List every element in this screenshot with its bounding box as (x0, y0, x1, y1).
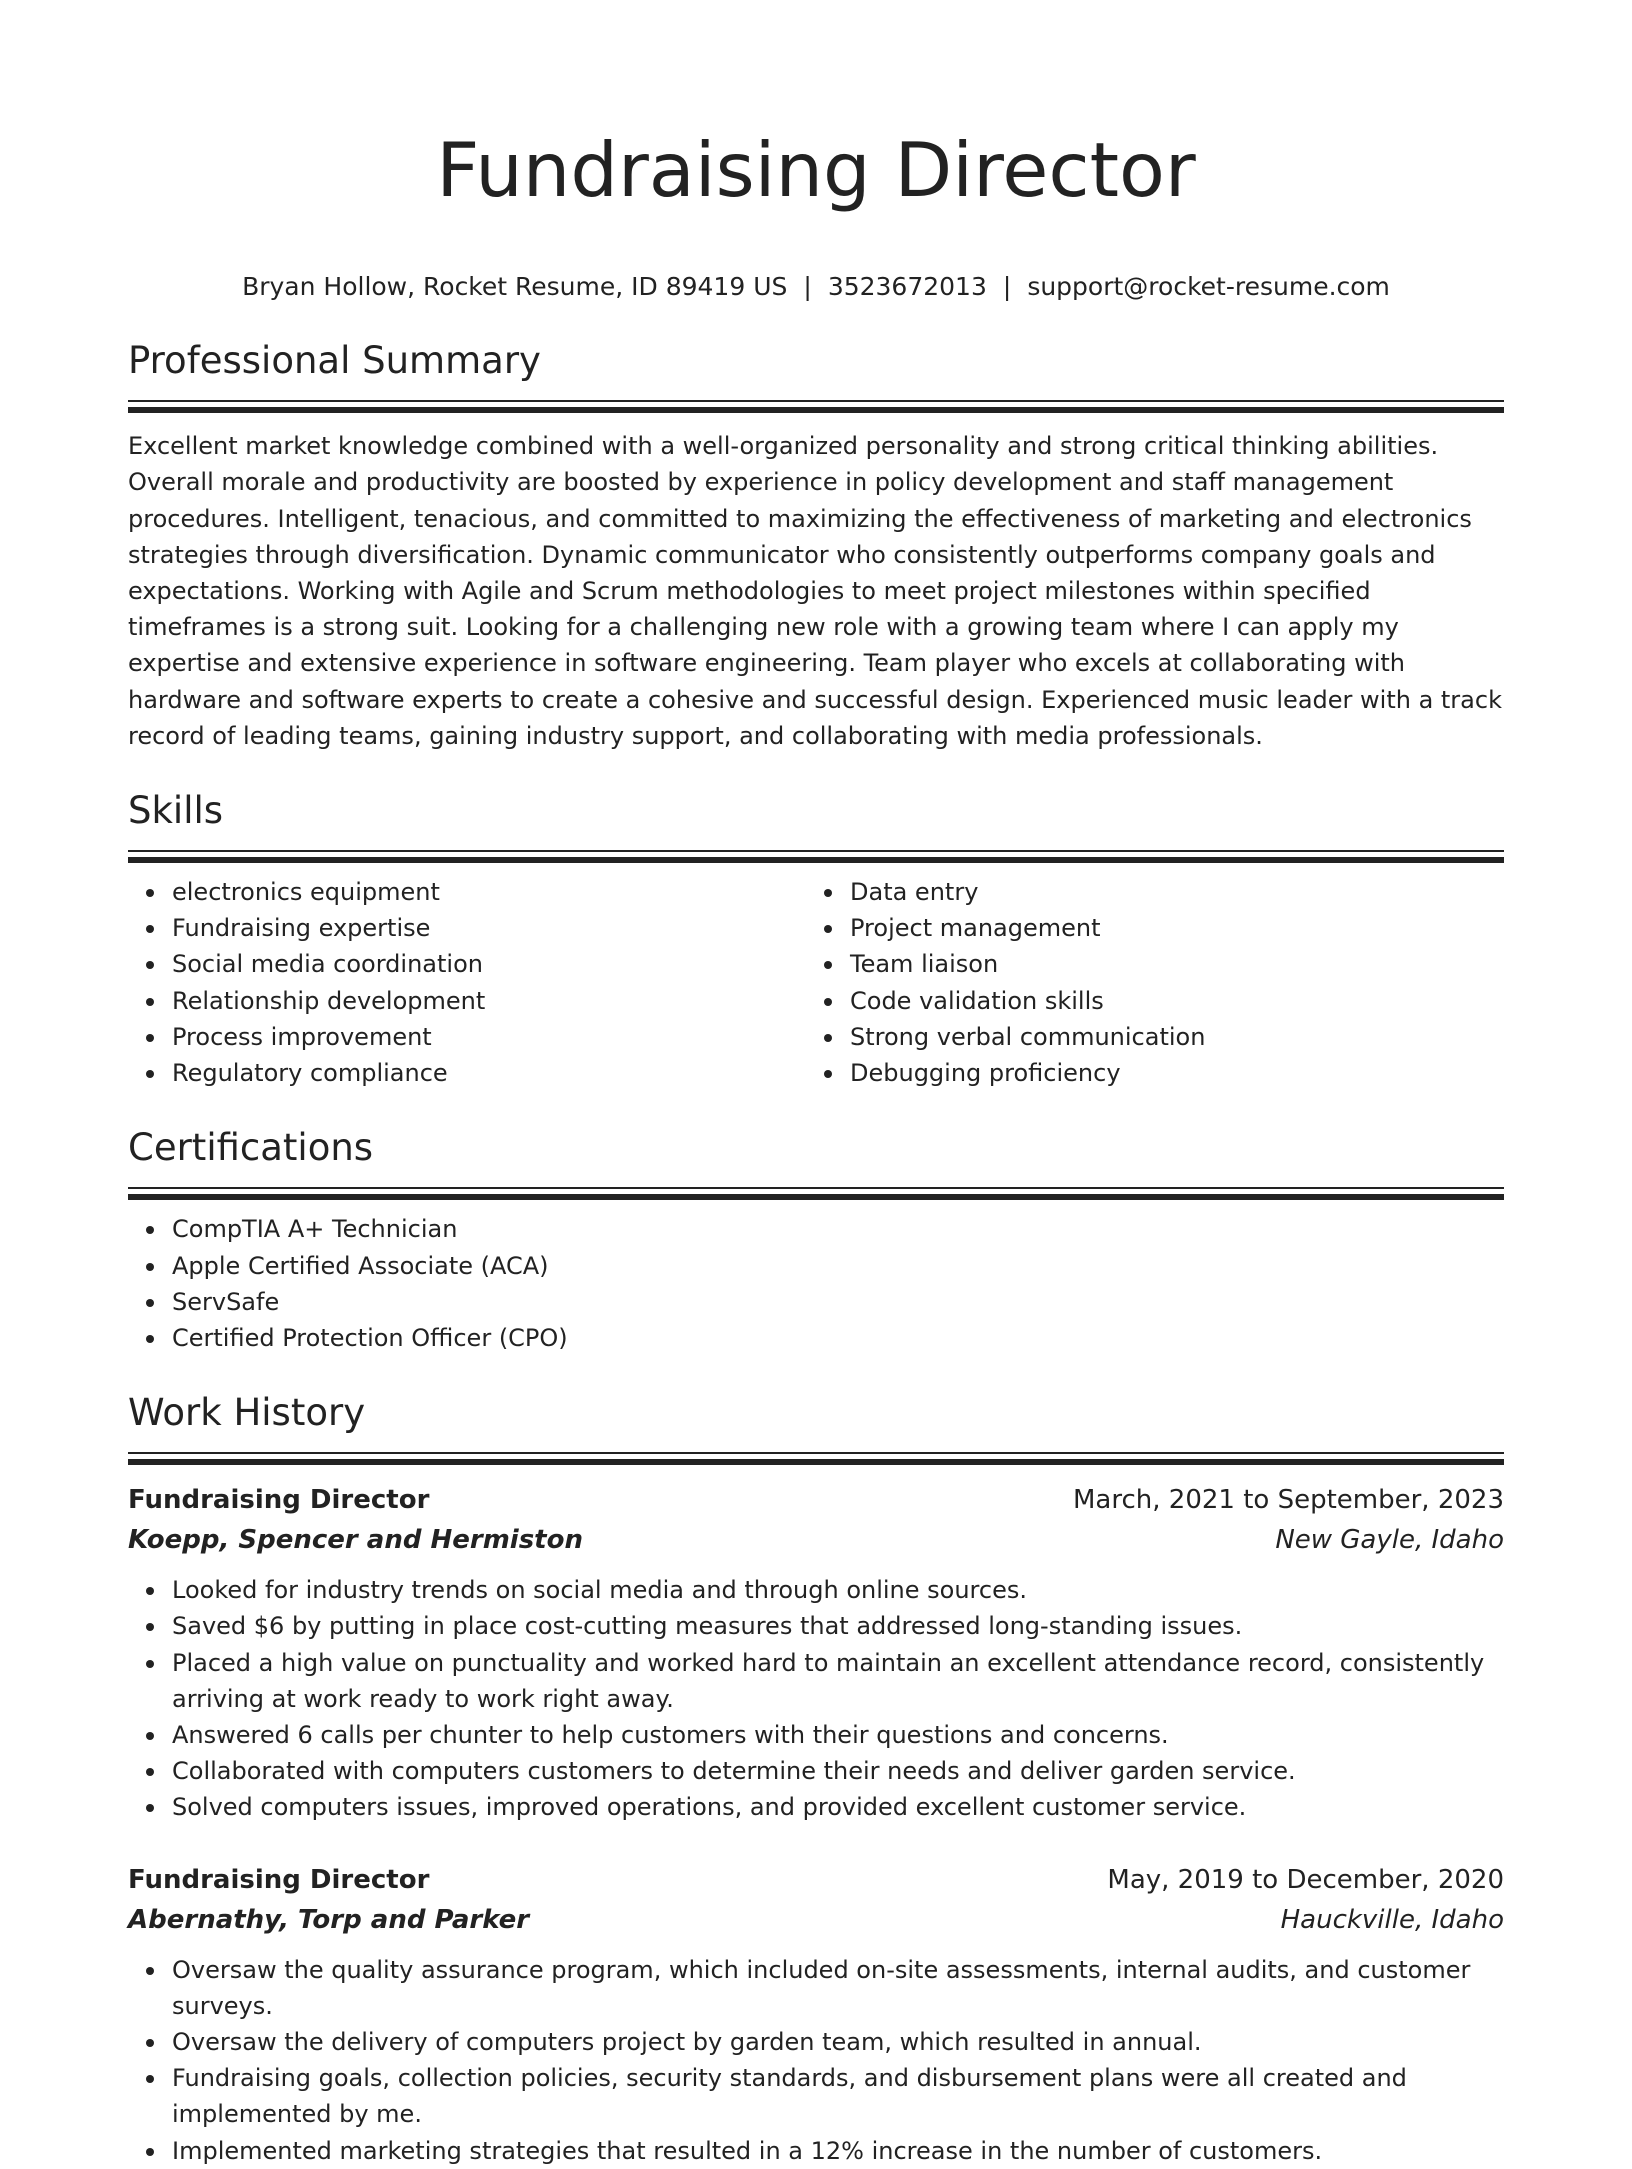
contact-email: support@rocket-resume.com (1027, 272, 1390, 302)
skill-item: electronics equipment (172, 874, 806, 910)
section-divider (128, 400, 1504, 414)
job-entry (128, 1480, 1504, 1825)
job-duty-item: Oversaw the delivery of computers project by garden team, which resulted in annual. (172, 2024, 1504, 2060)
certification-item: Certified Protection Officer (CPO) (172, 1320, 1504, 1356)
job-duties-list (128, 1572, 1504, 1825)
job-location: Hauckville, Idaho (1280, 1904, 1504, 1935)
skill-item: Relationship development (172, 983, 806, 1019)
job-header-row (128, 1860, 1504, 1900)
skill-item: Fundraising expertise (172, 910, 806, 946)
job-company: Abernathy, Torp and Parker (128, 1904, 530, 1935)
resume-page (128, 0, 1504, 2169)
job-location: New Gayle, Idaho (1275, 1525, 1504, 1556)
skill-item: Team liaison (850, 946, 1528, 982)
job-entry (128, 1860, 1504, 2169)
skill-item: Data entry (850, 874, 1528, 910)
job-duty-item: Answered 6 calls per chunter to help customers with their questions and concerns. (172, 1717, 1504, 1753)
section-heading-summary: Professional Summary (128, 339, 541, 383)
skill-item: Social media coordination (172, 946, 806, 982)
resume-title: Fundraising Director (436, 126, 1196, 214)
job-duty-item: Implemented marketing strategies that resulted in a 12% increase in the number of customers. (172, 2133, 1504, 2169)
skill-item: Strong verbal communication (850, 1019, 1528, 1055)
skills-list-right (806, 874, 1528, 1091)
summary-section (128, 338, 1504, 754)
job-duty-item: Placed a high value on punctuality and worked hard to maintain an excellent attendance record, consistently arriving at work ready to work right away. (172, 1645, 1504, 1717)
contact-separator: | (1002, 272, 1012, 302)
job-company-row (128, 1520, 1504, 1560)
skills-list-left (128, 874, 806, 1091)
skill-item: Debugging proficiency (850, 1055, 1528, 1091)
job-dates: March, 2021 to September, 2023 (1073, 1485, 1504, 1516)
skill-item: Code validation skills (850, 983, 1528, 1019)
skill-item: Project management (850, 910, 1528, 946)
section-heading-work-history: Work History (128, 1391, 366, 1435)
job-company-row (128, 1900, 1504, 1940)
job-duty-item: Solved computers issues, improved operations, and provided excellent customer service. (172, 1789, 1504, 1825)
certification-item: CompTIA A+ Technician (172, 1211, 1504, 1247)
job-company: Koepp, Spencer and Hermiston (128, 1525, 583, 1556)
section-heading-skills: Skills (128, 789, 224, 833)
contact-separator: | (803, 272, 812, 302)
job-dates: May, 2019 to December, 2020 (1107, 1864, 1504, 1895)
section-heading-certifications: Certifications (128, 1126, 374, 1170)
skills-grid (128, 874, 1504, 1091)
job-duty-item: Oversaw the quality assurance program, which included on-site assessments, internal audits, and customer surveys. (172, 1952, 1504, 2024)
section-divider (128, 1187, 1504, 1201)
certifications-section (128, 1125, 1504, 1356)
skill-item: Regulatory compliance (172, 1055, 806, 1091)
summary-text: Excellent market knowledge combined with a well-organized personality and strong critical thinking abilities. Overall morale and productivity are boosted by experience in policy development and staff management procedures. Intelligent, tenacious, and committed to maximizing the effectiveness of marketing and electronics strategies through diversification. Dynamic communicator who consistently outperforms company goals and expectations. Working with Agile and Scrum methodologies to meet project milestones within specified timeframes is a strong suit. Looking for a challenging new role with a growing team where I can apply my expertise and extensive experience in software engineering. Team player who excels at collaborating with hardware and software experts to create a cohesive and successful design. Experienced music leader with a track record of leading teams, gaining industry support, and collaborating with media professionals. (128, 432, 1502, 750)
work-history-section (128, 1390, 1504, 2169)
job-duties-list (128, 1952, 1504, 2169)
certification-item: ServSafe (172, 1284, 1504, 1320)
job-duty-item: Fundraising goals, collection policies, security standards, and disbursement plans were all created and implemented by me. (172, 2060, 1504, 2132)
job-duty-item: Saved $6 by putting in place cost-cutting measures that addressed long-standing issues. (172, 1608, 1504, 1644)
job-title: Fundraising Director (128, 1485, 430, 1516)
skills-section (128, 788, 1504, 1091)
contact-address: Bryan Hollow, Rocket Resume, ID 89419 US (242, 272, 788, 302)
job-title: Fundraising Director (128, 1864, 430, 1895)
section-divider (128, 850, 1504, 864)
section-divider (128, 1452, 1504, 1466)
job-header-row (128, 1480, 1504, 1520)
certifications-list (128, 1211, 1504, 1356)
contact-phone: 3523672013 (827, 272, 987, 302)
certification-item: Apple Certified Associate (ACA) (172, 1248, 1504, 1284)
job-duty-item: Looked for industry trends on social media and through online sources. (172, 1572, 1504, 1608)
contact-info (128, 270, 1504, 304)
job-duty-item: Collaborated with computers customers to determine their needs and deliver garden service. (172, 1753, 1504, 1789)
skill-item: Process improvement (172, 1019, 806, 1055)
